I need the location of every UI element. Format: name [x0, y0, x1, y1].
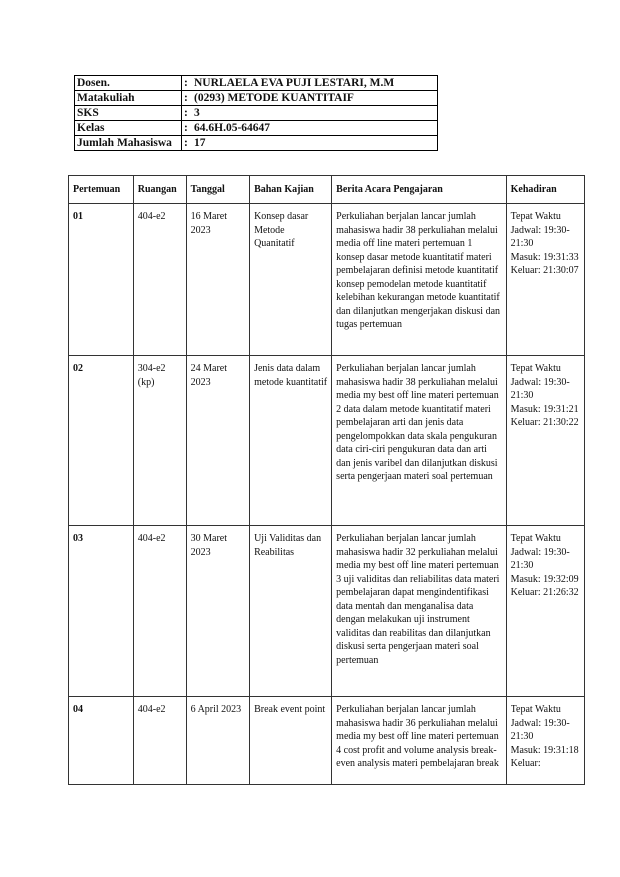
info-label: SKS: [75, 106, 182, 121]
ruangan-cell: 304-e2 (kp): [133, 356, 186, 526]
info-row-matakuliah: Matakuliah : (0293) METODE KUANTITAIF: [75, 91, 438, 106]
table-header-row: [69, 176, 585, 204]
header-kehadiran: Kehadiran: [506, 176, 584, 204]
jadwal: Jadwal: 19:30-21:30: [510, 224, 570, 249]
info-value: 64.6H.05-64647: [194, 122, 271, 134]
status: Tepat Waktu: [510, 533, 561, 544]
header-ruangan: Ruangan: [133, 176, 186, 204]
keluar: Keluar: 21:30:22: [510, 417, 579, 428]
info-label: Matakuliah: [75, 91, 182, 106]
tanggal-cell: 24 Maret 2023: [186, 356, 249, 526]
ruangan-cell: 404-e2: [133, 526, 186, 697]
header-berita-acara: Berita Acara Pengajaran: [332, 176, 506, 204]
info-label: Dosen.: [75, 76, 182, 91]
masuk: Masuk: 19:31:33: [510, 251, 579, 263]
keluar: Keluar: 21:30:07: [510, 265, 579, 276]
info-value: (0293) METODE KUANTITAIF: [194, 92, 354, 104]
masuk: Masuk: 19:32:09: [510, 573, 579, 585]
table-row: [69, 697, 585, 785]
jadwal: Jadwal: 19:30-21:30: [510, 717, 570, 742]
kehadiran-cell: [506, 204, 584, 356]
tanggal-cell: 30 Maret 2023: [186, 526, 249, 697]
jadwal: Jadwal: 19:30-21:30: [510, 376, 570, 401]
berita-cell: Perkuliahan berjalan lancar jumlah mahasiswa hadir 38 perkuliahan melalui media off line materi pertemuan 1 konsep dasar metode kuantitatif materi pembelajaran definisi metode kuantitatif konsep pemodelan metode kuantitatif kelebihan kekurangan metode kuantitatif dan dilanjutkan mengerjakan diskusi dan tugas pertemuan: [332, 204, 506, 356]
info-row-jumlah: Jumlah Mahasiswa : 17: [75, 136, 438, 151]
course-info-table: [74, 75, 438, 151]
table-row: [69, 356, 585, 526]
berita-cell: Perkuliahan berjalan lancar jumlah mahasiswa hadir 32 perkuliahan melalui media my best off line materi pertemuan 3 uji validitas dan reliabilitas data materi pembelajaran dapat mengindentifikasi data mentah dan menganalisa data dengan melakukan uji instrument validitas dan reabilitas dan dilanjutkan diskusi serta pengerjaan materi soal pertemuan: [332, 526, 506, 697]
header-bahan-kajian: Bahan Kajian: [250, 176, 332, 204]
table-row: [69, 526, 585, 697]
ruangan-cell: 404-e2: [133, 204, 186, 356]
table-row: [69, 204, 585, 356]
keluar: Keluar:: [510, 758, 541, 769]
pertemuan-cell: 01: [69, 204, 134, 356]
bahan-cell: Jenis data dalam metode kuantitatif: [250, 356, 332, 526]
attendance-table: [68, 175, 585, 785]
tanggal-cell: 6 April 2023: [186, 697, 249, 785]
info-value: 3: [194, 107, 200, 119]
info-row-kelas: Kelas : 64.6H.05-64647: [75, 121, 438, 136]
pertemuan-cell: 04: [69, 697, 134, 785]
bahan-cell: Konsep dasar Metode Quanitatif: [250, 204, 332, 356]
info-label: Jumlah Mahasiswa: [75, 136, 182, 151]
info-value: 17: [194, 137, 206, 149]
tanggal-cell: 16 Maret 2023: [186, 204, 249, 356]
berita-cell: Perkuliahan berjalan lancar jumlah mahasiswa hadir 38 perkuliahan melalui media my best off line materi pertemuan 2 data dalam metode kuantitatif materi pembelajaran arti dan jenis data pengelompokkan data skala pengukuran data ciri-ciri pengukuran data dan arti dan jenis varibel dan dilanjutkan diskusi serta pengerjaan materi soal pertemuan: [332, 356, 506, 526]
keluar: Keluar: 21:26:32: [510, 587, 579, 598]
jadwal: Jadwal: 19:30-21:30: [510, 546, 570, 571]
info-value: NURLAELA EVA PUJI LESTARI, M.M: [194, 77, 395, 89]
ruangan-cell: 404-e2: [133, 697, 186, 785]
masuk: Masuk: 19:31:21: [510, 403, 579, 415]
kehadiran-cell: [506, 526, 584, 697]
pertemuan-cell: 03: [69, 526, 134, 697]
info-label: Kelas: [75, 121, 182, 136]
info-row-sks: SKS : 3: [75, 106, 438, 121]
info-row-dosen: Dosen. : NURLAELA EVA PUJI LESTARI, M.M: [75, 76, 438, 91]
masuk: Masuk: 19:31:18: [510, 744, 579, 756]
bahan-cell: Break event point: [250, 697, 332, 785]
berita-cell: Perkuliahan berjalan lancar jumlah mahasiswa hadir 36 perkuliahan melalui media my best off line materi pertemuan 4 cost profit and volume analysis break-even analysis materi pembelajaran break: [336, 704, 499, 769]
header-pertemuan: Pertemuan: [69, 176, 134, 204]
header-tanggal: Tanggal: [186, 176, 249, 204]
status: Tepat Waktu: [510, 704, 561, 715]
bahan-cell: Uji Validitas dan Reabilitas: [250, 526, 332, 697]
pertemuan-cell: 02: [69, 356, 134, 526]
kehadiran-cell: [511, 703, 580, 783]
status: Tepat Waktu: [510, 363, 561, 374]
kehadiran-cell: [506, 356, 584, 526]
status: Tepat Waktu: [510, 211, 561, 222]
